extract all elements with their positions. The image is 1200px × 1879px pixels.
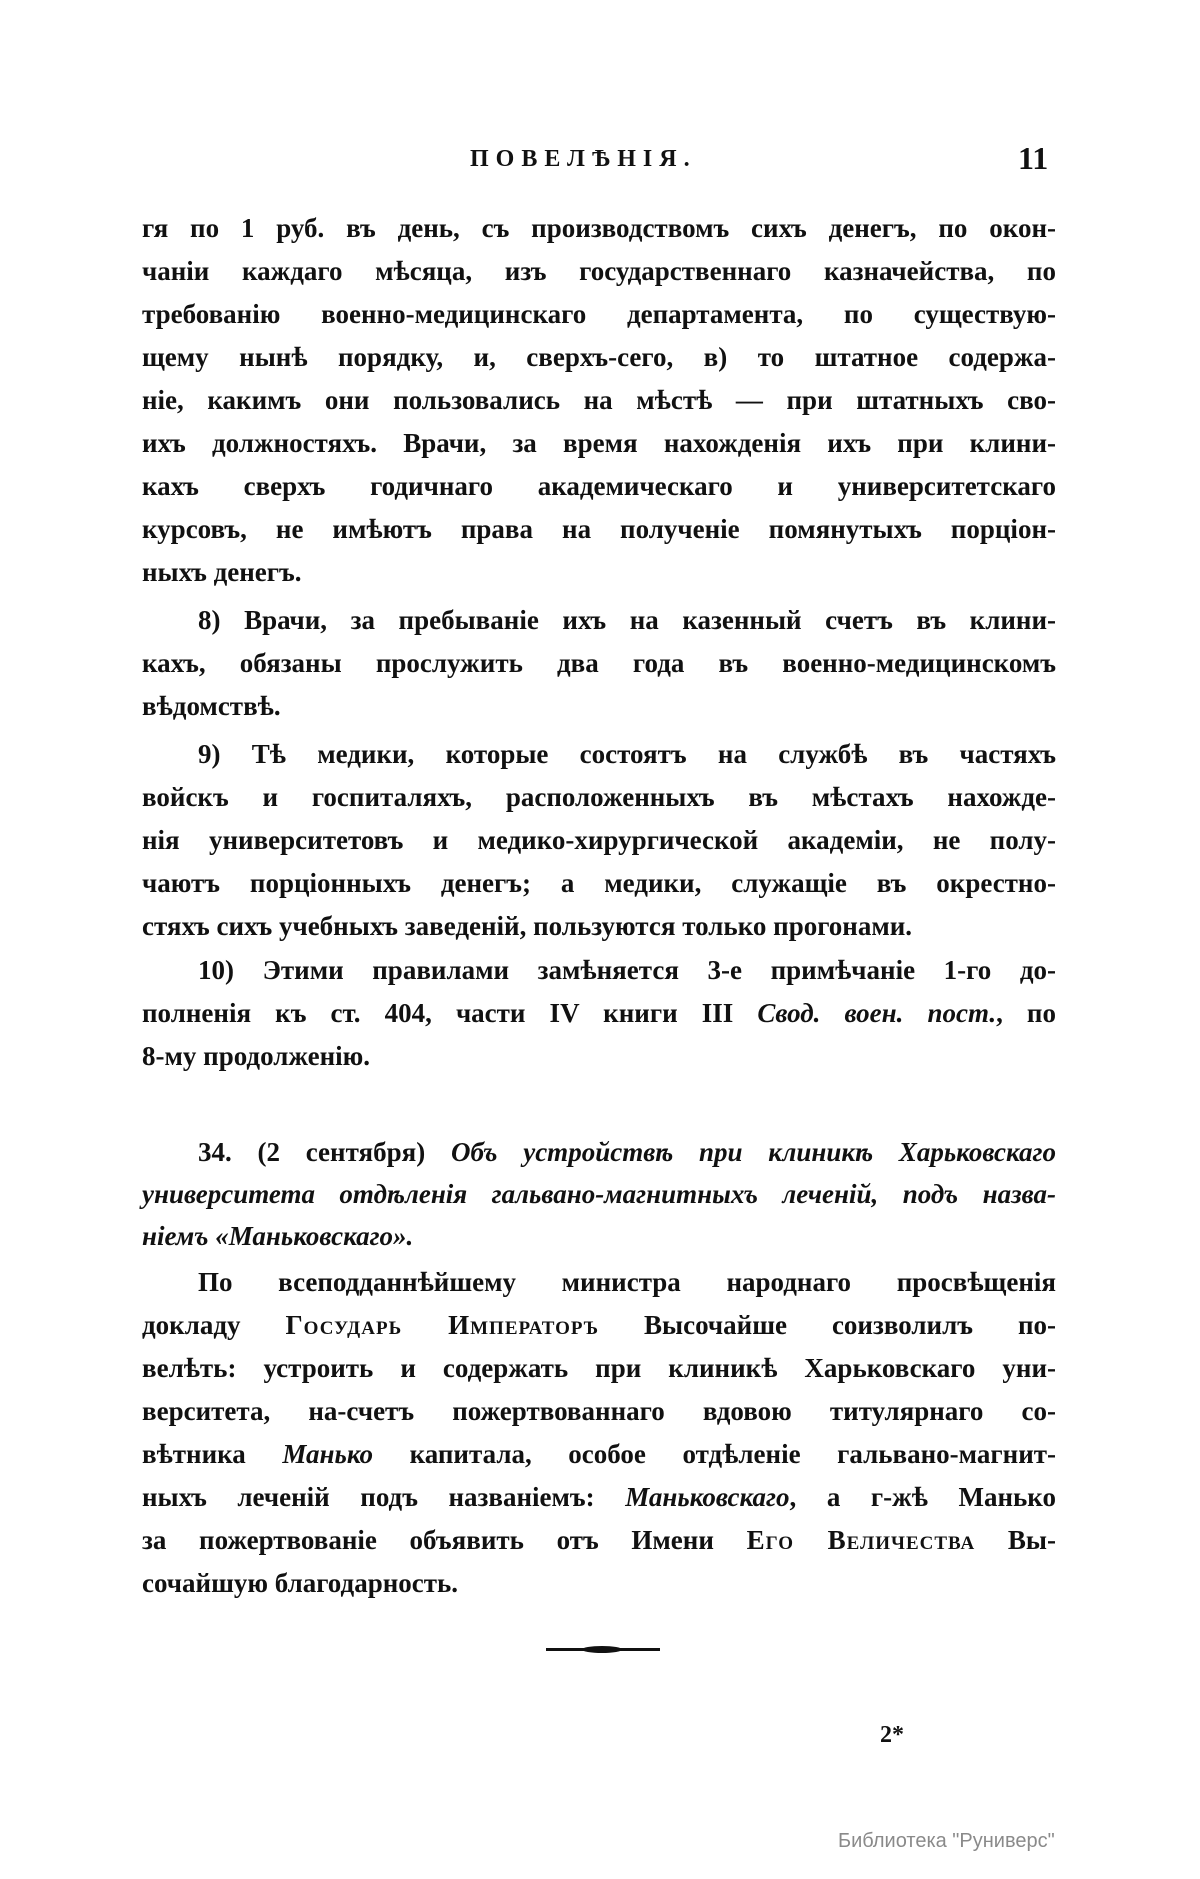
text-segment: докладу xyxy=(142,1310,286,1340)
text-segment: 8-му продолженію. xyxy=(142,1041,371,1071)
text-segment: кахъ, обязаны прослужить два года въ военно-медицинскомъ xyxy=(142,648,1056,678)
text-line xyxy=(198,734,1056,774)
text-line xyxy=(142,863,1056,903)
text-line xyxy=(142,686,1056,726)
text-segment: 34. (2 сентября) xyxy=(198,1137,451,1167)
text-segment: капитала, особое отдѣленіе гальвано-магнит- xyxy=(373,1439,1057,1469)
text-segment: По всеподданнѣйшему министра народнаго просвѣщенія xyxy=(198,1267,1056,1297)
text-segment: ныхъ денегъ. xyxy=(142,557,302,587)
text-segment: за пожертвованіе объявить отъ Имени xyxy=(142,1525,747,1555)
text-segment: 10) Этими правилами замѣняется 3-е примѣчаніе 1-го до- xyxy=(198,955,1056,985)
text-line xyxy=(142,906,1056,946)
text-segment: Вы- xyxy=(975,1525,1056,1555)
text-line xyxy=(142,380,1056,420)
text-segment: кахъ сверхъ годичнаго академическаго и университетскаго xyxy=(142,471,1056,501)
text-segment: велѣть: устроить и содержать при клиникѣ Харьковскаго уни- xyxy=(142,1353,1056,1383)
text-line xyxy=(142,643,1056,683)
italic-text: Свод. воен. пост. xyxy=(757,998,997,1028)
text-segment: курсовъ, не имѣютъ права на полученіе помянутыхъ порціон- xyxy=(142,514,1056,544)
text-segment: стяхъ сихъ учебныхъ заведеній, пользуются только прогонами. xyxy=(142,911,913,941)
text-line xyxy=(142,1434,1056,1474)
text-line xyxy=(142,251,1056,291)
text-segment: войскъ и госпиталяхъ, расположенныхъ въ мѣстахъ нахожде- xyxy=(142,782,1056,812)
text-line xyxy=(142,1520,1056,1560)
small-caps-text: Его Величества xyxy=(746,1525,976,1555)
text-line xyxy=(142,552,1056,592)
text-line xyxy=(142,294,1056,334)
watermark: Библиотека "Руниверс" xyxy=(838,1830,1055,1852)
text-segment: вѣтника xyxy=(142,1439,283,1469)
text-line xyxy=(198,1262,1056,1302)
text-segment: вѣдомствѣ. xyxy=(142,691,281,721)
running-title: ПОВЕЛѢНІЯ. xyxy=(470,146,697,172)
text-segment: верситета, на-счетъ пожертвованнаго вдовою титулярнаго со- xyxy=(142,1396,1056,1426)
text-segment: сочайшую благодарность. xyxy=(142,1568,459,1598)
text-line xyxy=(142,777,1056,817)
text-line xyxy=(142,423,1056,463)
text-line xyxy=(142,1391,1056,1431)
small-caps-text: Государь Императоръ xyxy=(285,1310,600,1340)
text-segment: чаніи каждаго мѣсяца, изъ государственнаго казначейства, по xyxy=(142,256,1056,286)
text-line xyxy=(142,1174,1056,1214)
signature-mark: 2* xyxy=(880,1722,904,1748)
text-segment: щему нынѣ порядку, и, сверхъ-сего, в) то штатное содержа- xyxy=(142,342,1056,372)
italic-text: Маньковскаго xyxy=(625,1482,790,1512)
text-segment: нія университетовъ и медико-хирургической академіи, не полу- xyxy=(142,825,1056,855)
text-line xyxy=(198,950,1056,990)
text-line xyxy=(198,600,1056,640)
text-line xyxy=(142,820,1056,860)
text-line xyxy=(142,1477,1056,1517)
italic-text: университета отдѣленія гальвано-магнитныхъ леченій, подъ назва- xyxy=(142,1179,1056,1209)
text-line xyxy=(142,1305,1056,1345)
text-segment: ихъ должностяхъ. Врачи, за время нахожденія ихъ при клини- xyxy=(142,428,1056,458)
text-segment: ныхъ леченій подъ названіемъ: xyxy=(142,1482,626,1512)
text-line xyxy=(142,1216,1056,1256)
text-segment: чаютъ порціонныхъ денегъ; а медики, служащіе въ окрестно- xyxy=(142,868,1056,898)
text-segment: , по xyxy=(996,998,1056,1028)
text-segment: 8) Врачи, за пребываніе ихъ на казенный счетъ въ клини- xyxy=(198,605,1056,635)
text-segment: полненія къ ст. 404, части IV книги III xyxy=(142,998,758,1028)
text-line xyxy=(142,1036,1056,1076)
italic-text: Объ устройствѣ при клиникѣ Харьковскаго xyxy=(450,1137,1056,1167)
italic-text: ніемъ «Маньковскаго». xyxy=(142,1221,414,1251)
text-segment: требованію военно-медицинскаго департамента, по существую- xyxy=(142,299,1056,329)
text-line xyxy=(142,208,1056,248)
text-segment: гя по 1 руб. въ день, съ производствомъ сихъ денегъ, по окон- xyxy=(142,213,1056,243)
section-divider xyxy=(546,1648,660,1651)
text-line xyxy=(142,1348,1056,1388)
text-segment: ніе, какимъ они пользовались на мѣстѣ — при штатныхъ сво- xyxy=(142,385,1056,415)
text-line xyxy=(142,1563,1056,1603)
text-line xyxy=(198,1132,1056,1172)
italic-text: Манько xyxy=(282,1439,374,1469)
page-number: 11 xyxy=(1018,140,1049,176)
text-segment: Высочайше соизволилъ по- xyxy=(599,1310,1056,1340)
text-line xyxy=(142,466,1056,506)
text-line xyxy=(142,509,1056,549)
text-line xyxy=(142,337,1056,377)
text-segment: 9) Тѣ медики, которые состоятъ на службѣ въ частяхъ xyxy=(198,739,1056,769)
text-line xyxy=(142,993,1056,1033)
text-segment: , а г-жѣ Манько xyxy=(789,1482,1056,1512)
